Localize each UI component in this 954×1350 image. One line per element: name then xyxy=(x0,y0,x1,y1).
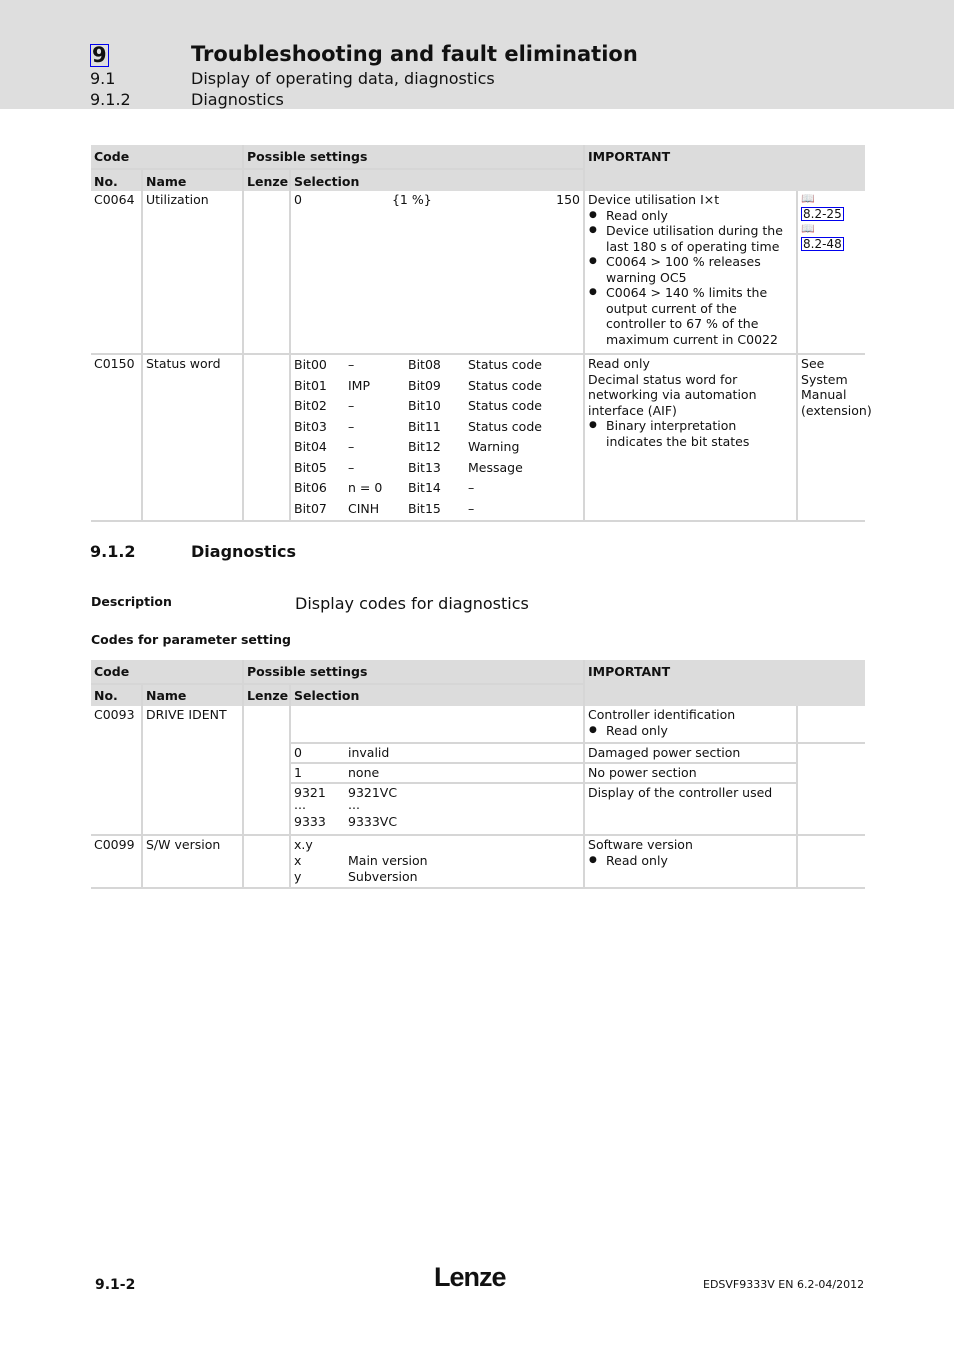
header-important: IMPORTANT xyxy=(584,660,865,706)
bit-meaning: – xyxy=(468,480,475,495)
document-id: EDSVF9333V EN 6.2-04/2012 xyxy=(703,1278,865,1291)
bit-row xyxy=(294,478,580,499)
selection-value: 0 xyxy=(294,745,302,760)
important-cell xyxy=(584,191,797,354)
bit-label: Bit12 xyxy=(408,439,441,454)
bit-label: Bit08 xyxy=(408,357,441,372)
header-possible-settings: Possible settings xyxy=(243,660,584,684)
code-name: Utilization xyxy=(142,191,243,354)
selection-value: 1 xyxy=(294,765,302,780)
chapter-number-link[interactable]: 9 xyxy=(92,43,107,67)
selection-cell xyxy=(290,706,584,743)
reference-cell xyxy=(797,835,865,888)
important-text: Decimal status word for networking via automation interface (AIF) xyxy=(588,371,757,418)
bit-meaning: Status code xyxy=(468,357,542,372)
header-name: Name xyxy=(142,169,243,191)
selection-cell xyxy=(290,835,584,888)
bit-row xyxy=(294,376,580,397)
lenze-setting xyxy=(243,191,290,354)
selection-value: 9321 xyxy=(294,785,326,800)
lenze-setting xyxy=(243,835,290,888)
bit-label: Bit13 xyxy=(408,459,441,475)
important-cell xyxy=(584,706,797,743)
bit-meaning: CINH xyxy=(348,500,380,516)
important-title: Software version xyxy=(588,837,693,852)
bit-meaning: – xyxy=(348,357,355,372)
selection-text: Main version xyxy=(348,853,428,868)
reference-cell xyxy=(797,191,865,354)
selection-text: 9333VC xyxy=(348,814,398,829)
lenze-setting xyxy=(243,354,290,521)
page-number: 9.1-2 xyxy=(95,1277,136,1293)
bit-label: Bit03 xyxy=(294,418,327,434)
header-name: Name xyxy=(142,684,243,706)
important-title: Controller identification xyxy=(588,707,736,722)
sub-subsection-number: 9.1.2 xyxy=(90,90,131,109)
code-name: S/W version xyxy=(142,835,243,888)
bit-meaning: Status code xyxy=(468,398,542,413)
header-important: IMPORTANT xyxy=(584,145,865,191)
selection-value: x xyxy=(294,853,302,868)
bit-label: Bit10 xyxy=(408,398,441,413)
bit-row xyxy=(294,417,580,438)
section-title: Diagnostics xyxy=(191,542,297,561)
header-possible-settings: Possible settings xyxy=(243,145,584,169)
bit-meaning: – xyxy=(348,459,355,475)
code-number: C0064 xyxy=(94,192,135,207)
subsection-number: 9.1 xyxy=(90,69,116,88)
bit-meaning: – xyxy=(468,500,475,516)
header-no: No. xyxy=(91,684,142,706)
selection-value: 9333 xyxy=(294,814,326,829)
bit-label: Bit01 xyxy=(294,377,327,393)
selection-cell xyxy=(290,763,584,783)
important-cell: No power section xyxy=(584,763,797,783)
selection-max: 150 xyxy=(556,192,581,207)
list-item: ● C0064 > 140 % limits the output current of the controller to 67 % of the maximum current in C0022 xyxy=(588,285,793,347)
bit-row xyxy=(294,355,580,376)
bit-label: Bit07 xyxy=(294,500,327,516)
header-code: Code xyxy=(91,145,243,169)
bit-meaning: – xyxy=(348,398,355,413)
parameter-table-2 xyxy=(91,660,865,889)
selection-cell xyxy=(290,191,584,354)
selection-value: x.y xyxy=(294,837,313,852)
list-item: ● C0064 > 100 % releases warning OC5 xyxy=(588,254,793,285)
selection-text: 9321VC xyxy=(348,785,398,800)
ellipsis: ... xyxy=(348,797,360,812)
parameter-table-1 xyxy=(91,145,872,522)
table-row xyxy=(91,706,865,743)
code-number: C0093 xyxy=(94,707,135,722)
bit-label: Bit02 xyxy=(294,398,327,413)
subsection-title: Display of operating data, diagnostics xyxy=(191,69,495,88)
reference-cell xyxy=(797,706,865,743)
selection-cell xyxy=(290,354,584,521)
bit-row xyxy=(294,437,580,458)
description-label: Description xyxy=(91,594,172,609)
bit-meaning: n = 0 xyxy=(348,480,383,495)
bit-label: Bit04 xyxy=(294,439,327,454)
lenze-logo: Lenze xyxy=(434,1262,506,1292)
list-item: ● Read only xyxy=(588,853,793,869)
bit-label: Bit00 xyxy=(294,357,327,372)
bit-meaning: – xyxy=(348,418,355,434)
list-item: ● Device utilisation during the last 180 s of operating time xyxy=(588,223,793,254)
bit-label: Bit14 xyxy=(408,480,441,495)
bit-meaning: IMP xyxy=(348,377,371,393)
list-item: ● Read only xyxy=(588,723,793,739)
section-number: 9.1.2 xyxy=(90,542,136,561)
bit-meaning: Status code xyxy=(468,377,542,393)
code-number: C0150 xyxy=(91,354,142,521)
ellipsis: ... xyxy=(294,797,306,812)
reference-cell xyxy=(797,743,865,835)
important-cell xyxy=(584,354,797,521)
lenze-setting xyxy=(243,706,290,835)
bit-row xyxy=(294,458,580,479)
selection-step: {1 %} xyxy=(391,192,432,207)
header-lenze: Lenze xyxy=(243,684,290,706)
header-no: No. xyxy=(91,169,142,191)
page-header xyxy=(0,0,954,109)
code-name: Status word xyxy=(142,354,243,521)
bit-label: Bit11 xyxy=(408,418,441,434)
reference-link[interactable]: 8.2-48 xyxy=(803,236,842,251)
code-number: C0099 xyxy=(91,835,142,888)
bit-label: Bit05 xyxy=(294,459,327,475)
bit-meaning: Warning xyxy=(468,439,520,454)
header-code: Code xyxy=(91,660,243,684)
codes-label: Codes for parameter setting xyxy=(91,632,291,647)
header-lenze: Lenze xyxy=(243,169,290,191)
bit-label: Bit09 xyxy=(408,377,441,393)
table-row xyxy=(91,354,865,521)
list-item: ● Binary interpretation indicates the bit states xyxy=(588,418,793,449)
important-title: Device utilisation I×t xyxy=(588,192,720,207)
sub-subsection-title: Diagnostics xyxy=(191,90,284,109)
bit-row xyxy=(294,396,580,417)
table-row xyxy=(91,835,865,888)
code-name: DRIVE IDENT xyxy=(142,706,243,835)
selection-cell xyxy=(290,783,584,835)
bit-meaning: Status code xyxy=(468,418,542,434)
bit-meaning: – xyxy=(348,439,355,454)
bit-label: Bit15 xyxy=(408,500,441,516)
important-cell: Display of the controller used xyxy=(584,783,797,835)
bit-label: Bit06 xyxy=(294,480,327,495)
reference-link[interactable]: 8.2-25 xyxy=(803,207,842,221)
bit-meaning: Message xyxy=(468,459,523,475)
header-selection: Selection xyxy=(290,684,584,706)
selection-text: invalid xyxy=(348,745,390,760)
selection-cell xyxy=(290,743,584,763)
important-cell xyxy=(584,835,797,888)
selection-min: 0 xyxy=(294,192,302,207)
description-text: Display codes for diagnostics xyxy=(295,594,529,613)
list-item: ● Read only xyxy=(588,208,793,224)
chapter-title: Troubleshooting and fault elimination xyxy=(191,42,638,66)
important-cell: Damaged power section xyxy=(584,743,797,763)
bit-row xyxy=(294,499,580,520)
header-selection: Selection xyxy=(290,169,584,191)
selection-text: none xyxy=(348,765,380,780)
reference-note: See System Manual (extension) xyxy=(797,354,865,521)
selection-value: y xyxy=(294,869,302,884)
important-title: Read only xyxy=(588,356,650,371)
book-icon: 📖 xyxy=(801,221,815,235)
book-icon: 📖 xyxy=(801,192,815,205)
selection-text: Subversion xyxy=(348,869,418,884)
table-row xyxy=(91,191,865,354)
status-bits xyxy=(294,355,580,519)
